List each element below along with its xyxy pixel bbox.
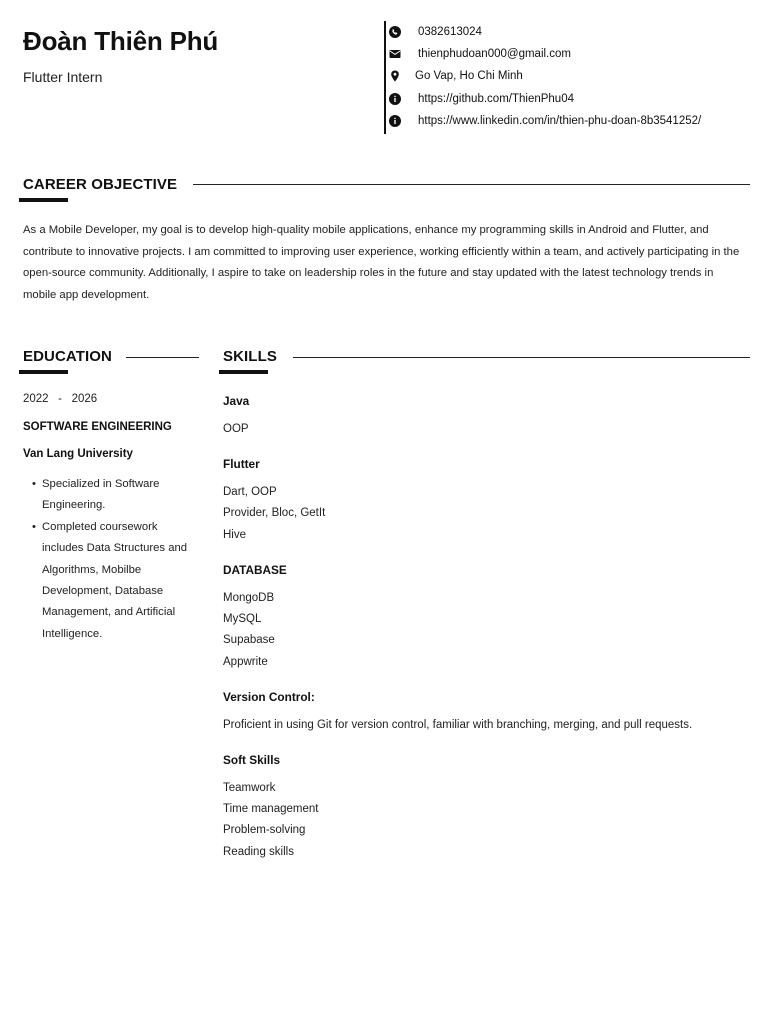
list-item: • Specialized in Software Engineering. xyxy=(32,478,160,512)
contact-block xyxy=(384,21,754,134)
skill-group-database: DATABASE xyxy=(223,563,287,577)
education-years: 2022 - 2026 xyxy=(23,393,98,405)
linkedin-link: https://www.linkedin.com/in/thien-phu-doan-8b3541252/ xyxy=(418,115,702,127)
career-objective-title: CAREER OBJECTIVE xyxy=(23,176,178,193)
section-underline xyxy=(19,370,68,374)
bullet-text: Specialized in Software Engineering. xyxy=(42,478,160,512)
skill-item: Reading skills xyxy=(223,846,294,858)
bullet-text: Completed coursework includes Data Structures and Algorithms, Mobilbe Development, Database Management, and Artificial Intelligence. xyxy=(42,520,188,640)
map-pin-icon xyxy=(388,69,402,83)
candidate-role: Flutter Intern xyxy=(23,69,103,85)
skill-group-flutter: Flutter xyxy=(223,457,260,471)
skill-item: Supabase xyxy=(223,634,275,646)
skill-group-version-control: Version Control: xyxy=(223,690,315,704)
section-divider xyxy=(293,357,750,358)
info-icon xyxy=(388,114,402,128)
skill-item: Proficient in using Git for version control, familiar with branching, merging, and pull requests. xyxy=(223,719,693,731)
phone-text: 0382613024 xyxy=(418,26,482,38)
education-title: EDUCATION xyxy=(23,348,112,365)
contact-location xyxy=(388,66,523,86)
education-school: Van Lang University xyxy=(23,448,133,460)
skill-item: Provider, Bloc, GetIt xyxy=(223,507,326,519)
education-bullets xyxy=(30,474,200,645)
skills-title: SKILLS xyxy=(223,348,277,365)
contact-email[interactable] xyxy=(388,44,571,64)
skill-item: Appwrite xyxy=(223,656,268,668)
skill-item: Teamwork xyxy=(223,782,276,794)
education-degree: SOFTWARE ENGINEERING xyxy=(23,421,172,433)
contact-github[interactable] xyxy=(388,89,574,109)
skill-item: OOP xyxy=(223,423,249,435)
skill-group-java: Java xyxy=(223,394,250,408)
skill-item: Time management xyxy=(223,803,319,815)
email-text: thienphudoan000@gmail.com xyxy=(418,48,571,60)
skill-item: Problem-solving xyxy=(223,824,306,836)
section-underline xyxy=(19,198,68,202)
contact-linkedin[interactable] xyxy=(388,111,701,131)
skill-item: MongoDB xyxy=(223,592,275,604)
skill-group-soft-skills: Soft Skills xyxy=(223,753,281,767)
github-link: https://github.com/ThienPhu04 xyxy=(418,93,574,105)
location-text: Go Vap, Ho Chi Minh xyxy=(415,70,523,82)
section-divider xyxy=(193,184,750,185)
career-objective-text: As a Mobile Developer, my goal is to develop high-quality mobile applications, enhance my programming skills in Android and Flutter, and contribute to innovative projects. I am committed to improving user experience, working efficiently within a team, and actively participating in the open-source community. Additionally, I aspire to take on leadership roles in the future and stay updated with the latest technology trends in mobile app development. xyxy=(23,224,740,301)
contact-phone[interactable] xyxy=(388,22,482,42)
envelope-icon xyxy=(388,47,402,61)
candidate-name: Đoàn Thiên Phú xyxy=(23,26,219,56)
skill-item: MySQL xyxy=(223,613,262,625)
info-icon xyxy=(388,92,402,106)
section-underline xyxy=(219,370,268,374)
skill-item: Hive xyxy=(223,529,247,541)
list-item: • Completed coursework includes Data Structures and Algorithms, Mobilbe Development, Database Management, and Artificial Intelligence. xyxy=(32,520,188,640)
section-divider xyxy=(126,357,199,358)
phone-icon xyxy=(388,25,402,39)
skill-item: Dart, OOP xyxy=(223,486,277,498)
